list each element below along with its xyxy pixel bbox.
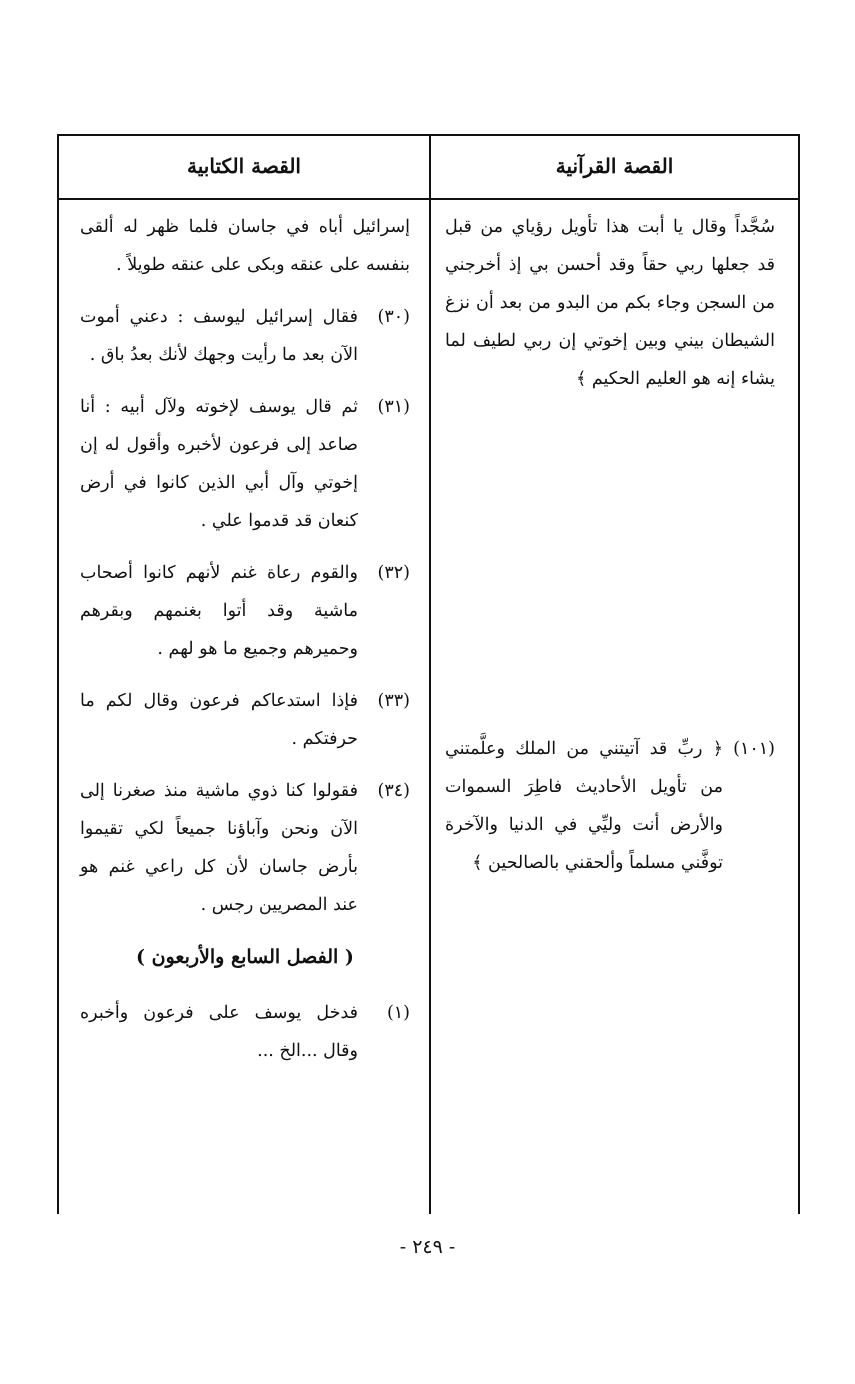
verse-text: فقولوا كنا ذوي ماشية منذ صغرنا إلى الآن ونحن وآباؤنا جميعاً لكي تقيموا بأرض جاسان لأن كل راعي غنم هو عند المصريين رجس . [80, 781, 358, 915]
verse-number: (١) [386, 1003, 410, 1023]
bible-verse-31 [80, 388, 410, 540]
bible-continuation: إسرائيل أباه في جاسان فلما ظهر له ألقى بنفسه على عنقه وبكى على عنقه طويلاً . [80, 217, 410, 275]
quran-continuation: سُجَّداً وقال يا أبت هذا تأويل رؤياي من قبل قد جعلها ربي حقاً وقد أحسن بي إذ أخرجني من السجن وجاء بكم من البدو من بعد أن نزغ الشيطان بيني وبين إخوتي إن ربي لطيف لما يشاء إنه هو العليم الحكيم ﴾ [445, 217, 775, 389]
verse-number: (٣٣) [377, 691, 410, 711]
bible-verse-30 [80, 298, 410, 374]
verse-number: (٣٤) [377, 781, 410, 801]
bible-column [80, 208, 410, 1084]
verse-text: ثم قال يوسف لإخوته ولآل أبيه : أنا صاعد إلى فرعون لأخبره وأقول له إن إخوتي وآل أبي الذين كانوا في أرض كنعان قد قدموا علي . [80, 397, 358, 531]
header-quran-story: القصة القرآنية [555, 154, 674, 178]
verse-number: (١٠١) [733, 739, 775, 759]
verse-number: (٣١) [377, 397, 410, 417]
verse-number: (٣٠) [377, 307, 410, 327]
verse-text: فقال إسرائيل ليوسف : دعني أموت الآن بعد ما رأيت وجهك لأنك بعدُ باق . [80, 307, 358, 365]
quran-column [445, 208, 775, 896]
chapter-title: ( الفصل السابع والأربعون ) [136, 946, 354, 968]
bible-chapter-47-verse-1 [80, 994, 410, 1070]
page-number: - ٢٤٩ - [399, 1236, 456, 1258]
quran-gap [445, 412, 775, 730]
verse-text: فإذا استدعاكم فرعون وقال لكم ما حرفتكم . [80, 691, 358, 749]
verse-number: (٣٢) [377, 563, 410, 583]
bible-verse-33 [80, 682, 410, 758]
quran-verse-101 [445, 730, 775, 882]
bible-verse-32 [80, 554, 410, 668]
header-rule [57, 198, 800, 200]
column-divider [429, 134, 431, 1214]
header-bible-story: القصة الكتابية [187, 154, 301, 178]
verse-text: فدخل يوسف على فرعون وأخبره وقال ...الخ ... [80, 1003, 358, 1061]
bible-verse-34 [80, 772, 410, 924]
verse-text: والقوم رعاة غنم لأنهم كانوا أصحاب ماشية وقد أتوا بغنمهم وبقرهم وحميرهم وجميع ما هو لهم . [80, 563, 358, 659]
verse-text: ﴿ ربِّ قد آتيتني من الملك وعلَّمتني من تأويل الأحاديث فاطِرَ السموات والأرض أنت وليِّي في الدنيا والآخرة توفَّني مسلماً وألحقني بالصالحين ﴾ [445, 739, 723, 873]
